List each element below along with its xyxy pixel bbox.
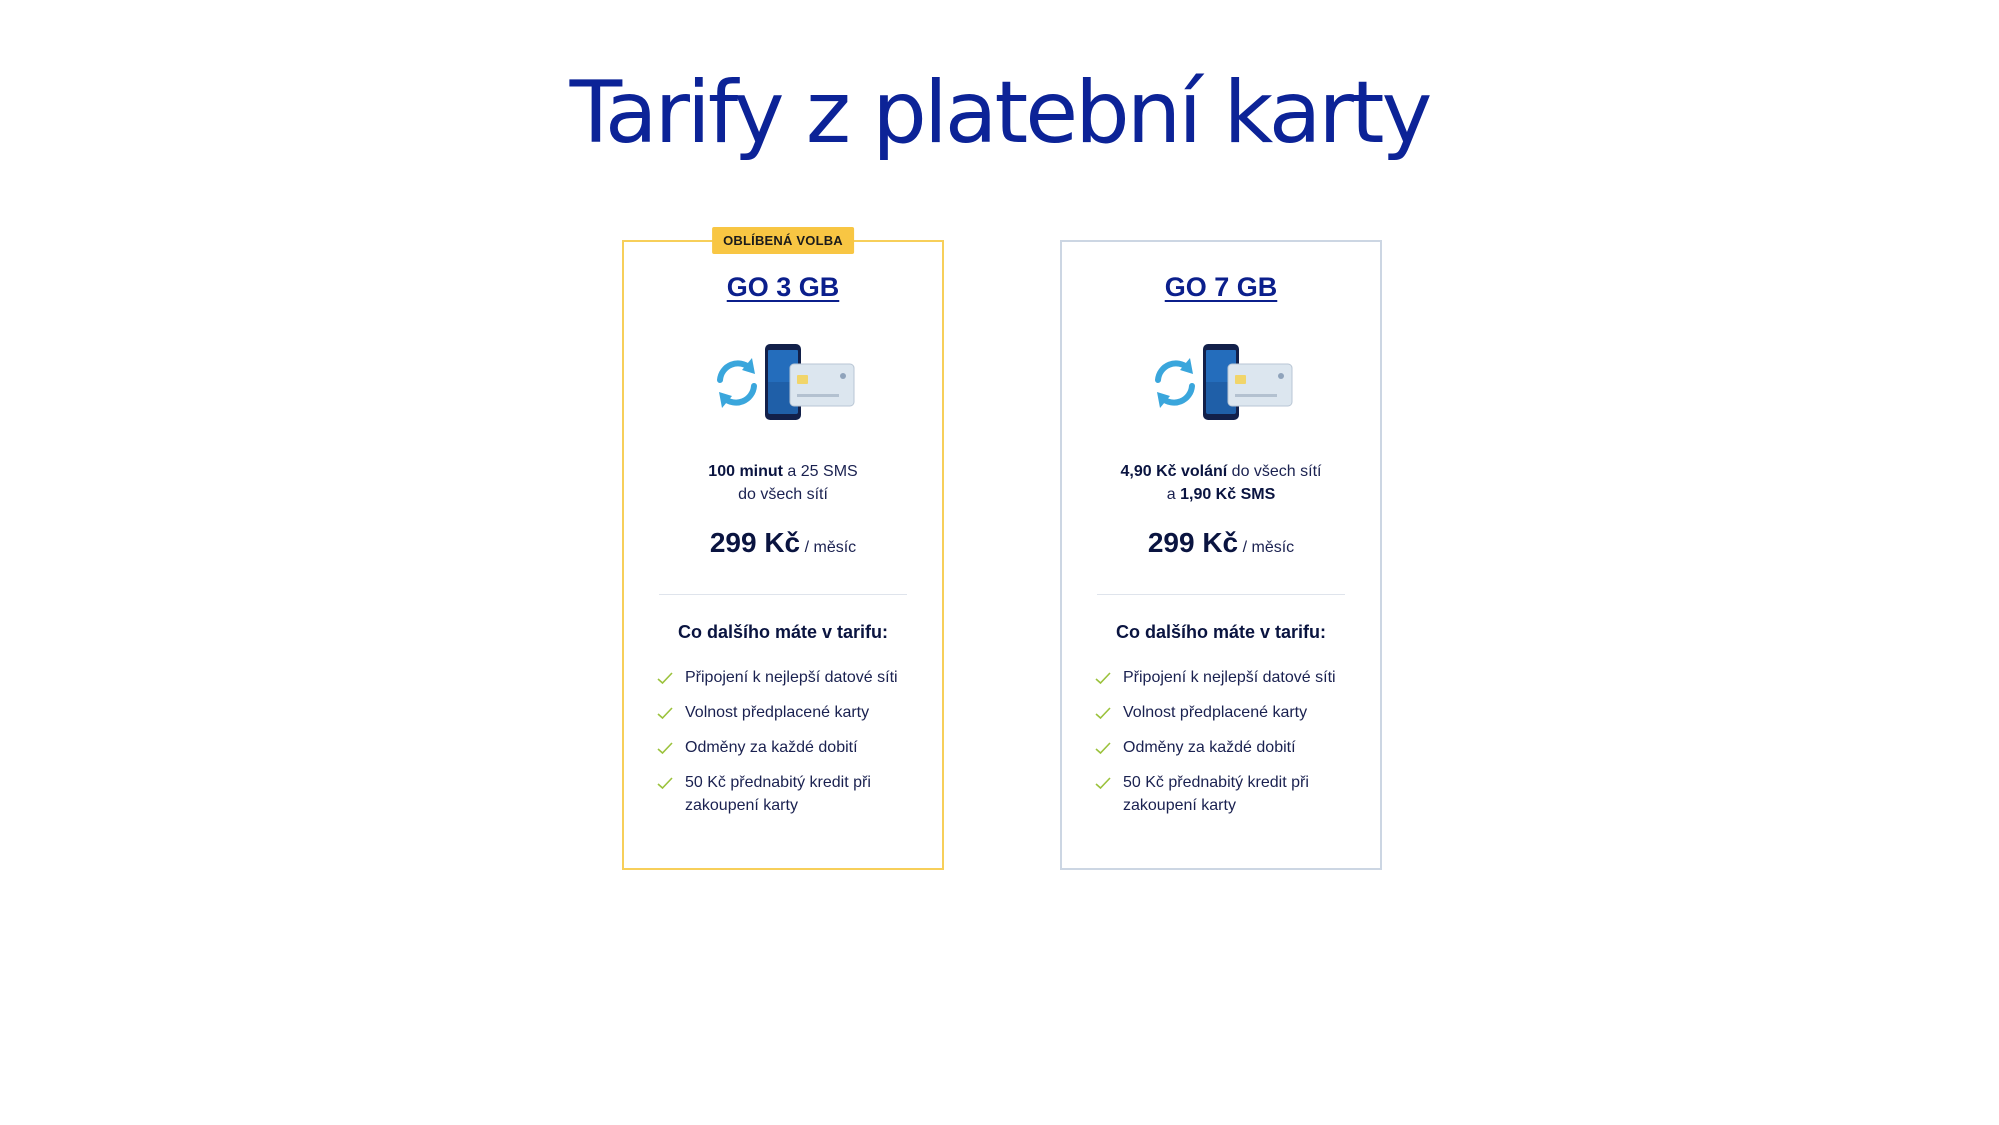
credit-card-icon <box>790 364 854 406</box>
plan-name-link[interactable]: GO 7 GB <box>1164 272 1278 302</box>
benefit-text: Odměny za každé dobití <box>1123 739 1296 756</box>
price-period: / měsíc <box>1242 539 1295 556</box>
check-icon <box>1095 741 1111 755</box>
plan-price <box>624 527 942 559</box>
check-icon <box>1095 776 1111 790</box>
sms-rate-highlight: 1,90 Kč SMS <box>1180 486 1276 503</box>
benefit-text: 50 Kč přednabitý kredit při zakoupení karty <box>685 774 871 814</box>
plan-price <box>1062 527 1380 559</box>
price-amount: 299 Kč <box>1147 527 1239 558</box>
benefit-item <box>1095 771 1360 817</box>
check-icon <box>657 741 673 755</box>
refresh-icon <box>1157 358 1193 408</box>
phone-card-illustration <box>1146 342 1296 422</box>
check-icon <box>1095 671 1111 685</box>
plan-card-go-7gb <box>1060 240 1382 870</box>
networks-text: do všech sítí <box>1227 463 1322 480</box>
divider <box>659 594 907 595</box>
benefits-heading: Co dalšího máte v tarifu: <box>677 622 889 642</box>
divider <box>1097 594 1345 595</box>
popular-choice-badge: OBLÍBENÁ VOLBA <box>712 227 854 254</box>
benefit-text: Volnost předplacené karty <box>1123 704 1308 721</box>
benefits-list <box>657 666 922 829</box>
sms-text: a 25 SMS <box>782 463 858 480</box>
price-amount: 299 Kč <box>709 527 801 558</box>
call-rate-highlight: 4,90 Kč volání <box>1120 463 1228 480</box>
credit-card-icon <box>1228 364 1292 406</box>
benefit-item <box>1095 666 1360 689</box>
plan-name-link[interactable]: GO 3 GB <box>726 272 840 302</box>
benefit-text: Připojení k nejlepší datové síti <box>685 669 898 686</box>
benefits-heading: Co dalšího máte v tarifu: <box>1115 622 1327 642</box>
check-icon <box>657 671 673 685</box>
plan-card-go-3gb <box>622 233 944 870</box>
benefit-text: Odměny za každé dobití <box>685 739 858 756</box>
benefits-list <box>1095 666 1360 829</box>
plan-features <box>624 460 942 506</box>
minutes-highlight: 100 minut <box>708 463 783 480</box>
check-icon <box>1095 706 1111 720</box>
check-icon <box>657 776 673 790</box>
benefit-text: 50 Kč přednabitý kredit při zakoupení karty <box>1123 774 1309 814</box>
benefit-item <box>1095 701 1360 724</box>
plan-features <box>1062 460 1380 506</box>
benefit-text: Připojení k nejlepší datové síti <box>1123 669 1336 686</box>
check-icon <box>657 706 673 720</box>
conjunction-text: a <box>1166 486 1181 503</box>
benefit-item <box>657 701 922 724</box>
benefit-item <box>657 771 922 817</box>
price-period: / měsíc <box>804 539 857 556</box>
benefit-text: Volnost předplacené karty <box>685 704 870 721</box>
page-title: Tarify z platební karty <box>569 63 1430 163</box>
networks-text: do všech sítí <box>738 486 828 503</box>
refresh-icon <box>719 358 755 408</box>
benefit-item <box>1095 736 1360 759</box>
benefit-item <box>657 736 922 759</box>
phone-card-illustration <box>708 342 858 422</box>
benefit-item <box>657 666 922 689</box>
